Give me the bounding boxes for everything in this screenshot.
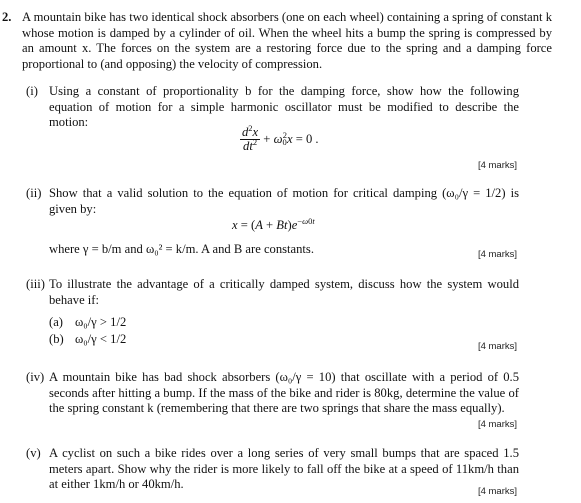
part-iv-label: (iv) xyxy=(26,370,45,384)
part-ii-label: (ii) xyxy=(26,186,42,200)
part-i-text: Using a constant of proportionality b for the damping force, show how the following equation of motion for a simple harmonic oscillator must be modified to describe the motion: xyxy=(49,84,519,129)
question-number: 2. xyxy=(2,10,12,24)
part-iii-b-text: ω₀/γ < 1/2 xyxy=(75,332,127,346)
part-ii-where: where γ = b/m and ω₀² = k/m. A and B are constants. xyxy=(49,242,314,256)
part-iii-text: To illustrate the advantage of a critically damped system, discuss how the system would behave if: xyxy=(49,277,519,307)
part-iii-a-text: ω₀/γ > 1/2 xyxy=(75,315,127,329)
part-iii-a-label: (a) xyxy=(49,315,63,329)
part-v-label: (v) xyxy=(26,446,41,460)
part-ii-text: Show that a valid solution to the equation of motion for critical damping (ω₀/γ = 1/2) is given by: xyxy=(49,186,519,216)
part-i-equation: $\frac{d^2x}{dt^2}$ + $\omega_0^2x = 0$ . xyxy=(242,123,319,153)
question-intro: A mountain bike has two identical shock absorbers (one on each wheel) containing a spring of constant k whose motion is damped by a cylinder of oil. When the wheel hits a bump the spring is compressed by an amount x. The forces on the system are a restoring force due to the spring and a damping force proportional to (and opposing) the velocity of compression. xyxy=(22,10,552,71)
part-i-marks: [4 marks] xyxy=(477,160,517,171)
part-i-label: (i) xyxy=(26,84,38,98)
part-v-marks: [4 marks] xyxy=(477,486,517,497)
part-iii-label: (iii) xyxy=(26,277,45,291)
part-ii-marks: [4 marks] xyxy=(477,249,517,260)
part-ii-equation: $x = (A + Bt)e^{-\omega 0t}$ xyxy=(232,216,315,232)
part-iii-marks: [4 marks] xyxy=(477,341,517,352)
part-v-text: A cyclist on such a bike rides over a long series of very small bumps that are spaced 1.5 meters apart. Show why the rider is more likely to fall off the bike at a speed of 11km/h than at either 1km/h or 40km/h. xyxy=(49,446,519,491)
part-iv-marks: [4 marks] xyxy=(477,419,517,430)
part-iii-b-label: (b) xyxy=(49,332,64,346)
part-iv-text: A mountain bike has bad shock absorbers (ω₀/γ = 10) that oscillate with a period of 0.5 seconds after hitting a bump. If the mass of the bike and rider is 80kg, determine the value of the spring constant k (remembering that there are two springs that share the mass equally). xyxy=(49,370,519,415)
